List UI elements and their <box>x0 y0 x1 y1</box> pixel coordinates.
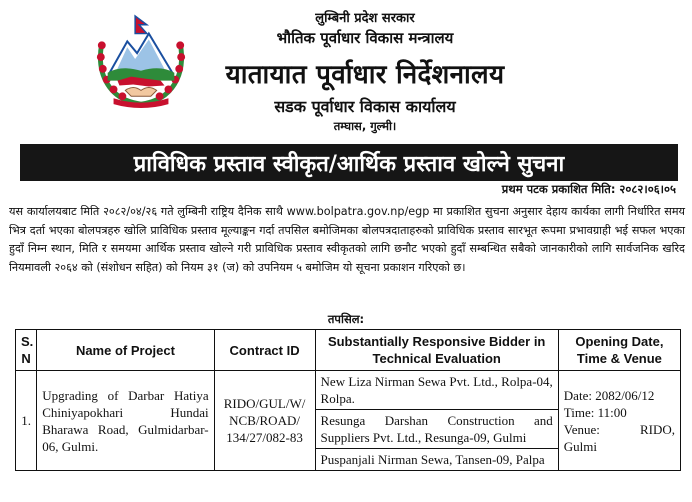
ministry-name: भौतिक पूर्वाधार विकास मन्त्रालय <box>276 29 454 47</box>
opening-time: Time: 11:00 <box>563 404 627 420</box>
bidder-1: New Liza Nirman Sewa Pvt. Ltd., Rolpa-04, Rolpa. <box>315 371 558 410</box>
schedule-label: तपसिल: <box>327 312 365 326</box>
col-header-project: Name of Project <box>37 330 214 371</box>
publish-date-note: प्रथम पटक प्रकाशित मिति: २०८२।०६।०५ <box>501 182 676 196</box>
bid-evaluation-table <box>15 329 681 471</box>
notice-body: यस कार्यालयबाट मिति २०८२/०४/२६ गते लुम्बिनी राष्ट्रिय दैनिक साथै www.bolpatra.gov.np/egp मा प्रकाशित सुचना अनुसार देहाय कार्यका लागी निर्धारित समय भित्र दर्ता भएका बोलपत्रहरु खोलि प्राविधिक प्रस्ताव मूल्याङ्कन गर्दा तपसिल बमोजिमका बोलपत्रदाताहरुको प्राविधिक प्रस्ताव सारभूत रूपमा प्रभावग्राही भई सफल भएका हुदाँ निम्न स्थान, मिति र समयमा आर्थिक प्रस्ताव खोल्ने गरी प्राविधिक प्रस्ताव स्वीकृतको लागि छनौट भएको हुदाँ सम्बन्धित सबैको जानकारीको लागि सार्वजनिक खरिद नियमावली २०६४ को (संशोधन सहित) को नियम ३१ (ज) को उपनियम ५ बमोजिम यो सूचना प्रकाशन गरिएको छ। <box>9 205 685 274</box>
venue-place: Gulmi <box>563 438 598 454</box>
notice-title: प्राविधिक प्रस्ताव स्वीकृत/आर्थिक प्रस्ताव खोल्ने सुचना <box>133 151 565 177</box>
opening-date: Date: 2082/06/12 <box>563 387 655 403</box>
province-government: लुम्बिनी प्रदेश सरकार <box>315 11 415 26</box>
nepal-emblem <box>92 12 190 110</box>
bidder-3: Puspanjali Nirman Sewa, Tansen-09, Palpa <box>315 449 558 471</box>
contract-id: RIDO/GUL/W/ NCB/ROAD/ 134/27/082-83 <box>214 371 315 471</box>
venue-label: Venue: <box>563 421 600 437</box>
office-name: सडक पूर्वाधार विकास कार्यालय <box>274 97 456 116</box>
table-header-row <box>16 330 681 371</box>
venue-value: RIDO, <box>639 421 675 437</box>
row-sn: 1. <box>16 371 37 471</box>
notice-title-banner <box>20 144 678 181</box>
col-header-bidder: Substantially Responsive Bidder in Technical Evaluation <box>315 330 558 371</box>
opening-details <box>558 371 680 471</box>
office-location: तम्घास, गुल्मी। <box>333 119 397 133</box>
directorate-name: यातायात पूर्वाधार निर्देशनालय <box>225 60 505 90</box>
col-header-contract: Contract ID <box>214 330 315 371</box>
bidder-2: Resunga Darshan Construction and Suppliers Pvt. Ltd., Resunga-09, Gulmi <box>315 410 558 449</box>
project-name: Upgrading of Darbar Hatiya Chiniyapokhari Hundai Bharawa Road, Gulmidarbar-06, Gulmi. <box>37 371 214 471</box>
col-header-sn: S. N <box>16 330 37 371</box>
opening-venue <box>564 421 675 438</box>
col-header-opening: Opening Date, Time & Venue <box>558 330 680 371</box>
table-row <box>16 371 681 410</box>
